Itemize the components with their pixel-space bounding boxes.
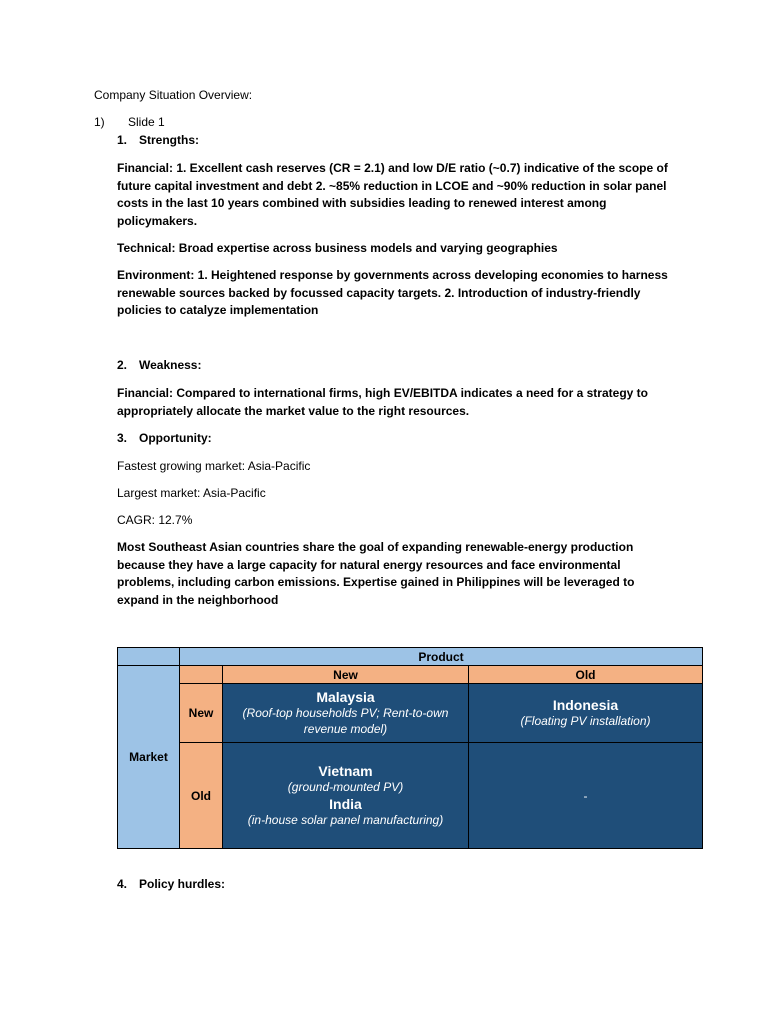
cell-malaysia: [222, 683, 469, 743]
strengths-label: Strengths:: [139, 133, 199, 147]
opportunity-label: Opportunity:: [139, 431, 212, 445]
policy-label: Policy hurdles:: [139, 877, 226, 891]
row-header-new: New: [179, 683, 223, 743]
opportunity-summary: Most Southeast Asian countries share the goal of expanding renewable-energy production because they have a large capacity for natural energy resources and face environmental problems, including carbon emissions. Expertise gained in Philippines will be leveraged to expand in the neighborhood: [117, 540, 635, 607]
matrix-corner-cell: [117, 647, 180, 666]
column-header-new: New: [222, 665, 469, 684]
cell-empty: [468, 742, 703, 849]
weakness-number: 2.: [117, 358, 128, 372]
column-header-old: Old: [468, 665, 703, 684]
opportunity-title: [117, 431, 212, 445]
ansoff-matrix-table: [117, 647, 703, 849]
weakness-label: Weakness:: [139, 358, 202, 372]
market-label: Market: [117, 665, 180, 849]
empty-dash: -: [583, 788, 588, 803]
note-indonesia: (Floating PV installation): [520, 714, 651, 728]
country-indonesia: Indonesia: [552, 697, 619, 713]
policy-title: [117, 877, 225, 891]
country-vietnam: Vietnam: [318, 763, 373, 779]
cell-indonesia: [468, 683, 703, 743]
cell-vietnam-india: [222, 742, 469, 849]
slide-number: 1): [94, 115, 105, 129]
weakness-title: [117, 358, 201, 372]
strengths-environment: Environment: 1. Heightened response by governments across developing economies to harness renewable sources backed by focussed capacity targets. 2. Introduction of industry-friendly policies to catalyze implementation: [117, 268, 668, 317]
strengths-title: [117, 133, 199, 147]
slide-list-item: [94, 115, 165, 129]
slide-label: Slide 1: [128, 115, 165, 129]
strengths-number: 1.: [117, 133, 128, 147]
row-header-old: Old: [179, 742, 223, 849]
note-vietnam: (ground-mounted PV): [287, 780, 404, 794]
matrix-sub-corner-cell: [179, 665, 223, 684]
opportunity-number: 3.: [117, 431, 128, 445]
policy-number: 4.: [117, 877, 128, 891]
strengths-financial: Financial: 1. Excellent cash reserves (CR = 2.1) and low D/E ratio (~0.7) indicative of the scope of future capital investment and debt 2. ~85% reduction in LCOE and ~90% reduction in solar panel costs in the last 10 years combined with subsidies leading to renewed interest among policymakers.: [117, 161, 668, 228]
country-malaysia: Malaysia: [316, 689, 375, 705]
note-malaysia: (Roof-top households PV; Rent-to-own revenue model): [242, 706, 449, 736]
strengths-technical: Technical: Broad expertise across business models and varying geographies: [117, 241, 558, 255]
product-header: Product: [179, 647, 703, 666]
weakness-financial: Financial: Compared to international firms, high EV/EBITDA indicates a need for a strategy to appropriately allocate the market value to the right resources.: [117, 386, 648, 418]
opportunity-cagr: CAGR: 12.7%: [117, 513, 193, 527]
document-heading: Company Situation Overview:: [94, 88, 253, 102]
note-india: (in-house solar panel manufacturing): [247, 813, 444, 827]
opportunity-largest: Largest market: Asia-Pacific: [117, 486, 266, 500]
opportunity-fastest: Fastest growing market: Asia-Pacific: [117, 459, 311, 473]
country-india: India: [329, 796, 362, 812]
